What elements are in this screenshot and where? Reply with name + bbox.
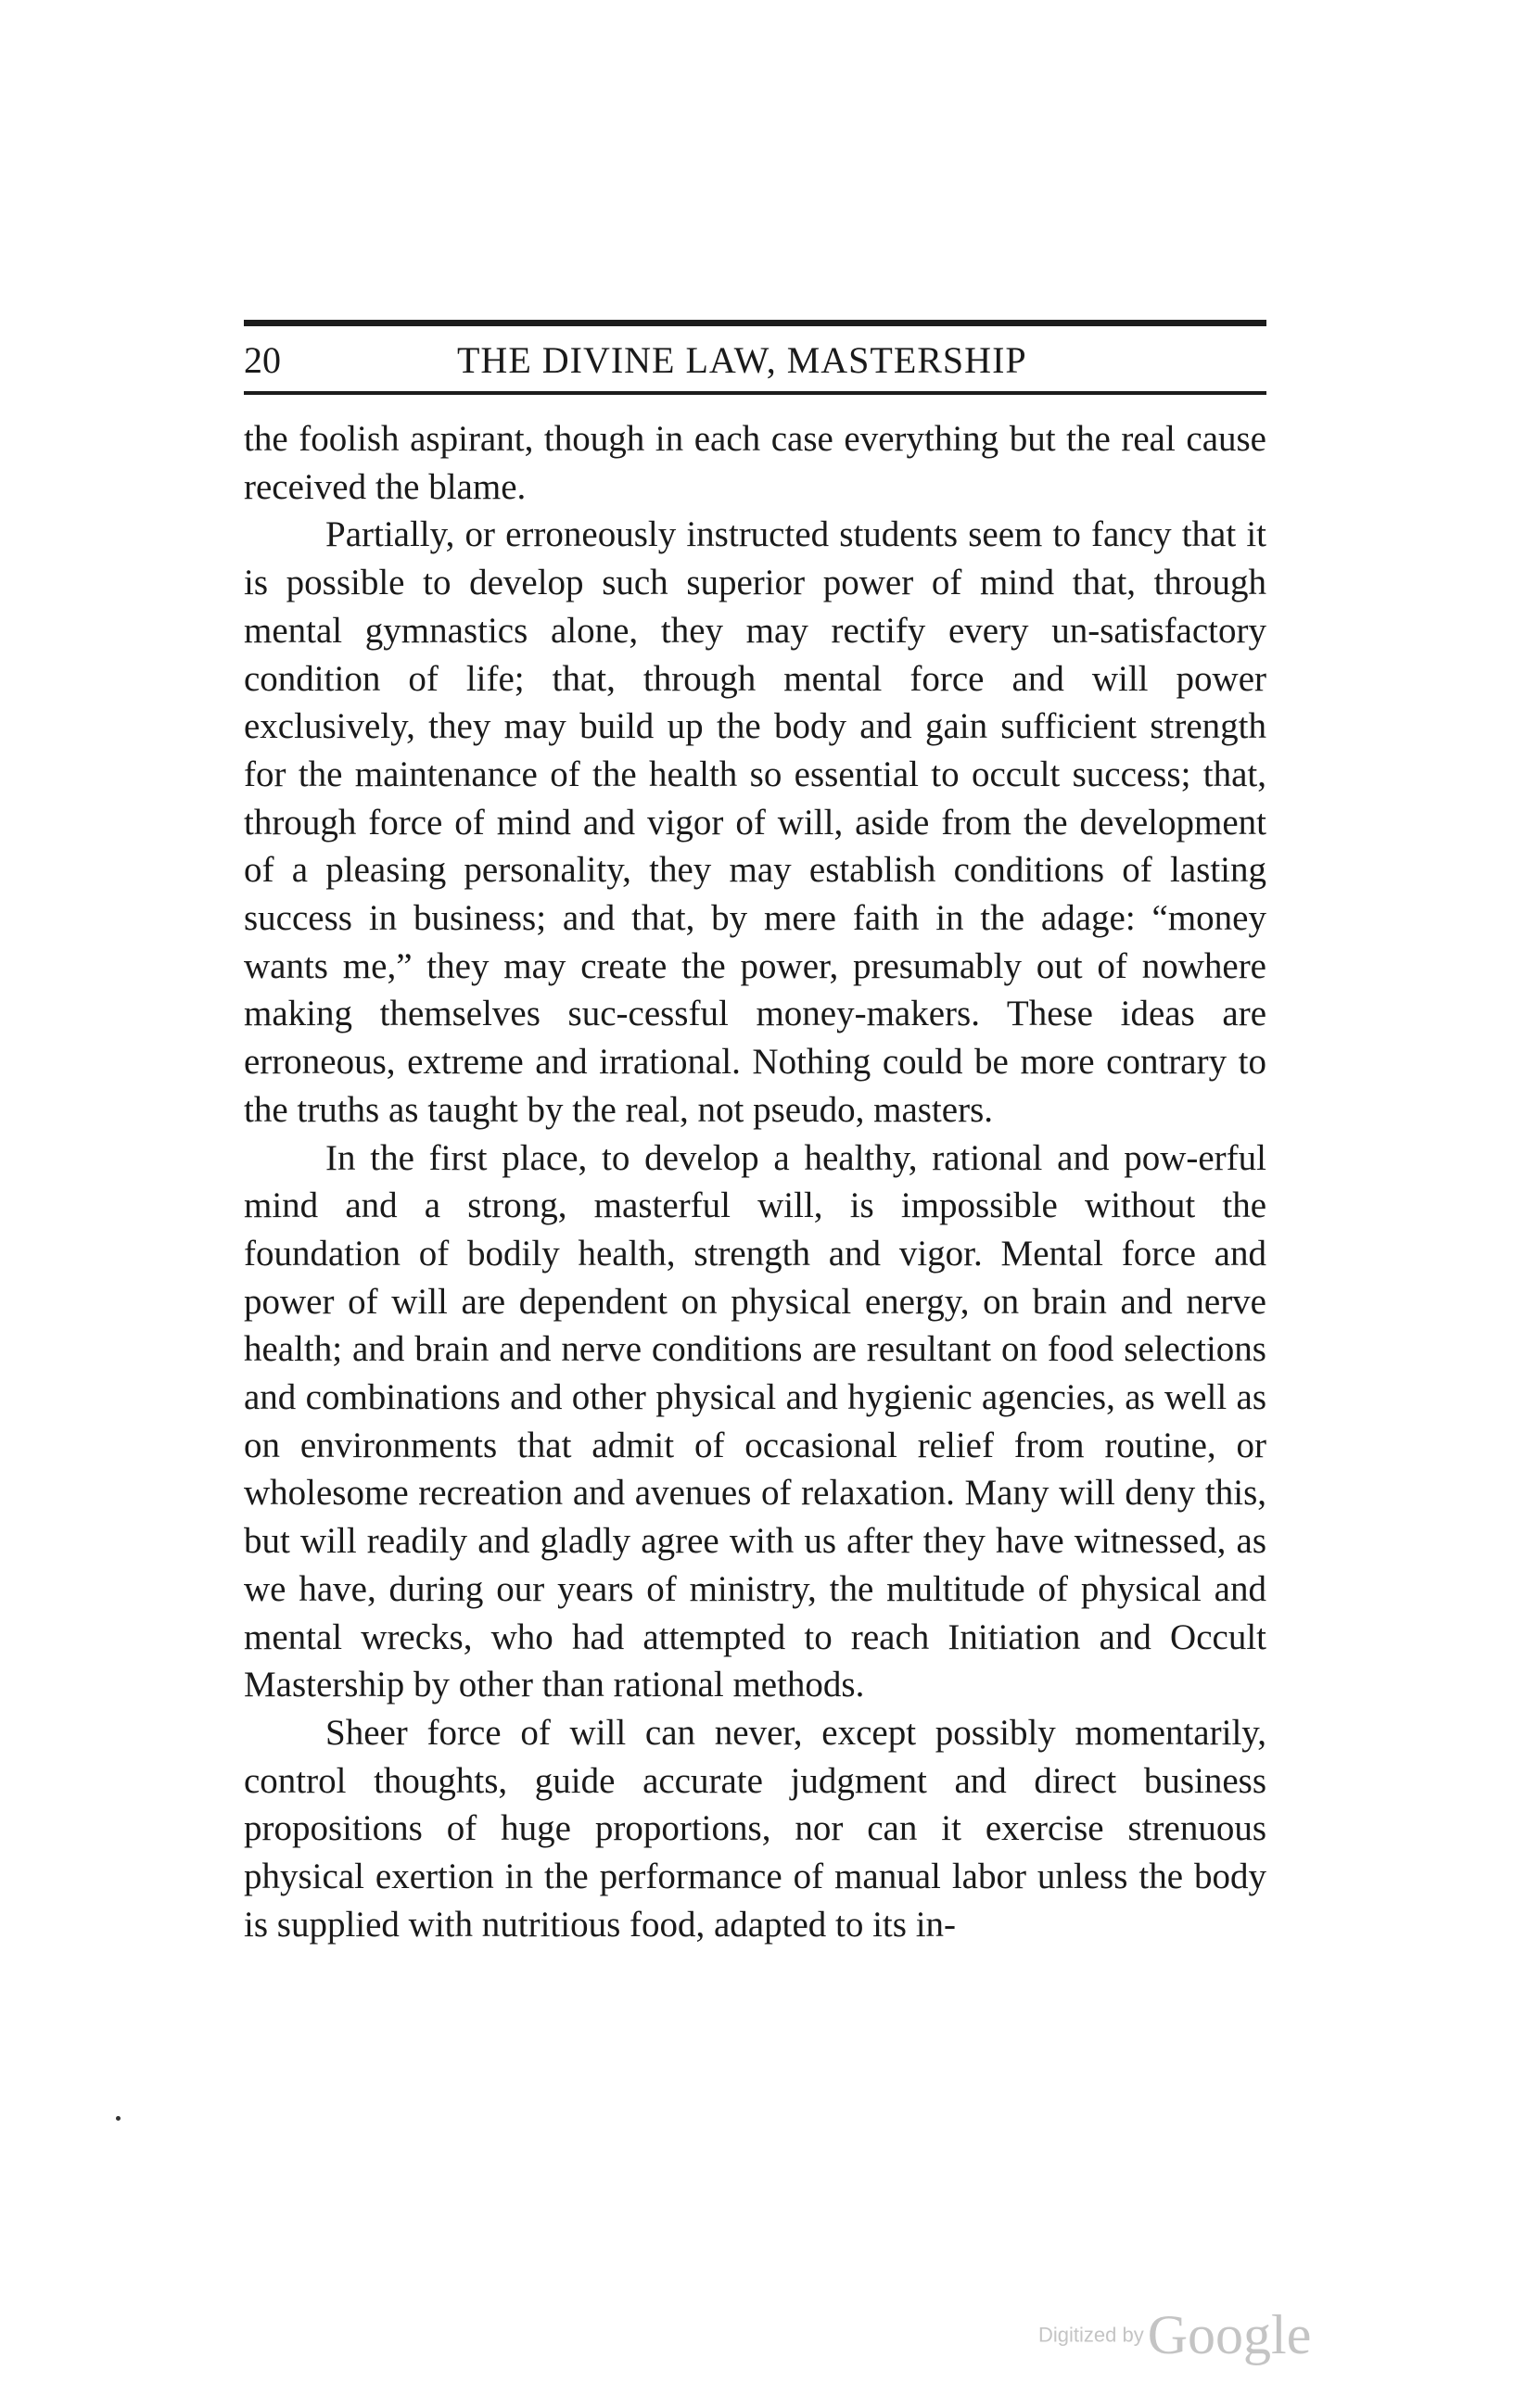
header-rule-bottom — [244, 391, 1266, 395]
digitized-watermark — [1038, 2303, 1311, 2367]
body-text — [244, 415, 1266, 1949]
watermark-brand: Google — [1147, 2304, 1312, 2365]
paragraph-continuation: the foolish aspirant, though in each case everything but the real cause received the blame. — [244, 419, 1266, 507]
paragraph-first-place: In the first place, to develop a healthy, rational and pow-erful mind and a strong, masterful will, is impossible without the foundation of bodily health, strength and vigor. Mental force and power of will are dependent on physical energy, on brain and nerve health; and brain and nerve conditions are resultant on food selections and combinations and other physical and hygienic agencies, as well as on environments that admit of occasional relief from routine, or wholesome recreation and avenues of relaxation. Many will deny this, but will readily and gladly agree with us after they have witnessed, as we have, during our years of ministry, the multitude of physical and mental wrecks, who had attempted to reach Initiation and Occult Mastership by other than rational methods. — [244, 1137, 1266, 1705]
paragraph-partially: Partially, or erroneously instructed students seem to fancy that it is possible to develop such superior power of mind that, through mental gymnastics alone, they may rectify every un-satisfactory condition of life; that, through mental force and will power exclusively, they may build up the body and gain sufficient strength for the maintenance of the health so essential to occult success; that, through force of mind and vigor of will, aside from the development of a pleasing personality, they may establish conditions of lasting success in business; and that, by mere faith in the adage: “money wants me,” they may create the power, presumably out of nowhere making themselves suc-cessful money-makers. These ideas are erroneous, extreme and irrational. Nothing could be more contrary to the truths as taught by the real, not pseudo, masters. — [244, 514, 1266, 1130]
running-title: THE DIVINE LAW, MASTERSHIP — [457, 339, 1027, 381]
scan-speck — [116, 2116, 121, 2121]
header-rule-top — [244, 320, 1266, 326]
watermark-prefix: Digitized by — [1038, 2323, 1144, 2347]
page-number: 20 — [244, 339, 281, 381]
paragraph-sheer-force: Sheer force of will can never, except possibly momentarily, control thoughts, guide accurate judgment and direct business propositions of huge proportions, nor can it exercise strenuous physical exertion in the performance of manual labor unless the body is supplied with nutritious food, adapted to its in- — [244, 1712, 1266, 1945]
running-header — [244, 334, 1266, 387]
